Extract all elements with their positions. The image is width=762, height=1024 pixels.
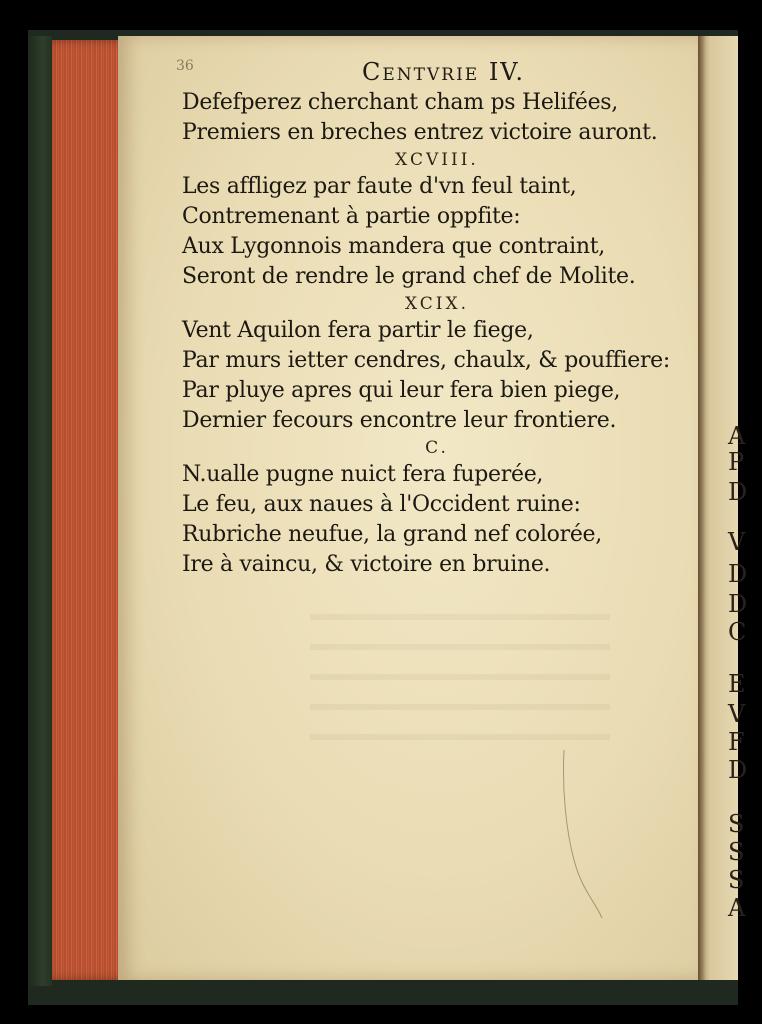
verse-line: Par murs ietter cendres, chaulx, & pouffiere: [182, 348, 671, 373]
facing-letter: D [728, 478, 748, 506]
verse-line: Les affligez par faute d'vn feul taint, [182, 174, 577, 199]
facing-letter: F [728, 728, 745, 756]
verse-line: Vent Aquilon fera partir le fiege, [182, 318, 534, 343]
verse-line: Defefperez cherchant cham ps Helifées, [182, 90, 618, 115]
facing-letter: A [728, 422, 746, 450]
quatrain-number: XCVIII. [395, 150, 479, 170]
verse-line: Rubriche neufue, la grand nef colorée, [182, 522, 602, 547]
facing-letter: E [728, 670, 746, 698]
facing-letter: C [728, 618, 747, 646]
facing-letter: P [728, 448, 745, 476]
facing-letter: S [728, 838, 745, 866]
book-cover [28, 36, 52, 986]
show-through-text [310, 600, 610, 740]
running-title: Centvrie IV. [362, 58, 526, 86]
verse-block [182, 88, 692, 580]
verse-line: Le feu, aux naues à l'Occident ruine: [182, 492, 581, 517]
facing-letter: S [728, 866, 745, 894]
facing-letter: D [728, 560, 748, 588]
facing-letter: D [728, 590, 748, 618]
gutter-shadow [698, 36, 706, 980]
verse-line: Aux Lygonnois mandera que contraint, [182, 234, 605, 259]
verse-line: Seront de rendre le grand chef de Molite. [182, 264, 636, 289]
verse-line: Dernier fecours encontre leur frontiere. [182, 408, 617, 433]
page-number-mark: 36 [176, 58, 194, 74]
facing-letter: V [728, 528, 746, 556]
facing-letter: D [728, 756, 748, 784]
verse-line: Par pluye apres qui leur fera bien piege, [182, 378, 621, 403]
verse-line: Ire à vaincu, & victoire en bruine. [182, 552, 551, 577]
quatrain-number: C. [425, 438, 449, 458]
verse-line: Premiers en breches entrez victoire auront. [182, 120, 658, 145]
paper-crease [560, 750, 604, 920]
facing-letter: A [728, 894, 746, 922]
verse-line: N.ualle pugne nuict fera fuperée, [182, 462, 544, 487]
quatrain-number: XCIX. [404, 294, 470, 314]
facing-letter: V [728, 700, 746, 728]
verse-line: Contremenant à partie oppfite: [182, 204, 521, 229]
facing-letter: S [728, 810, 745, 838]
